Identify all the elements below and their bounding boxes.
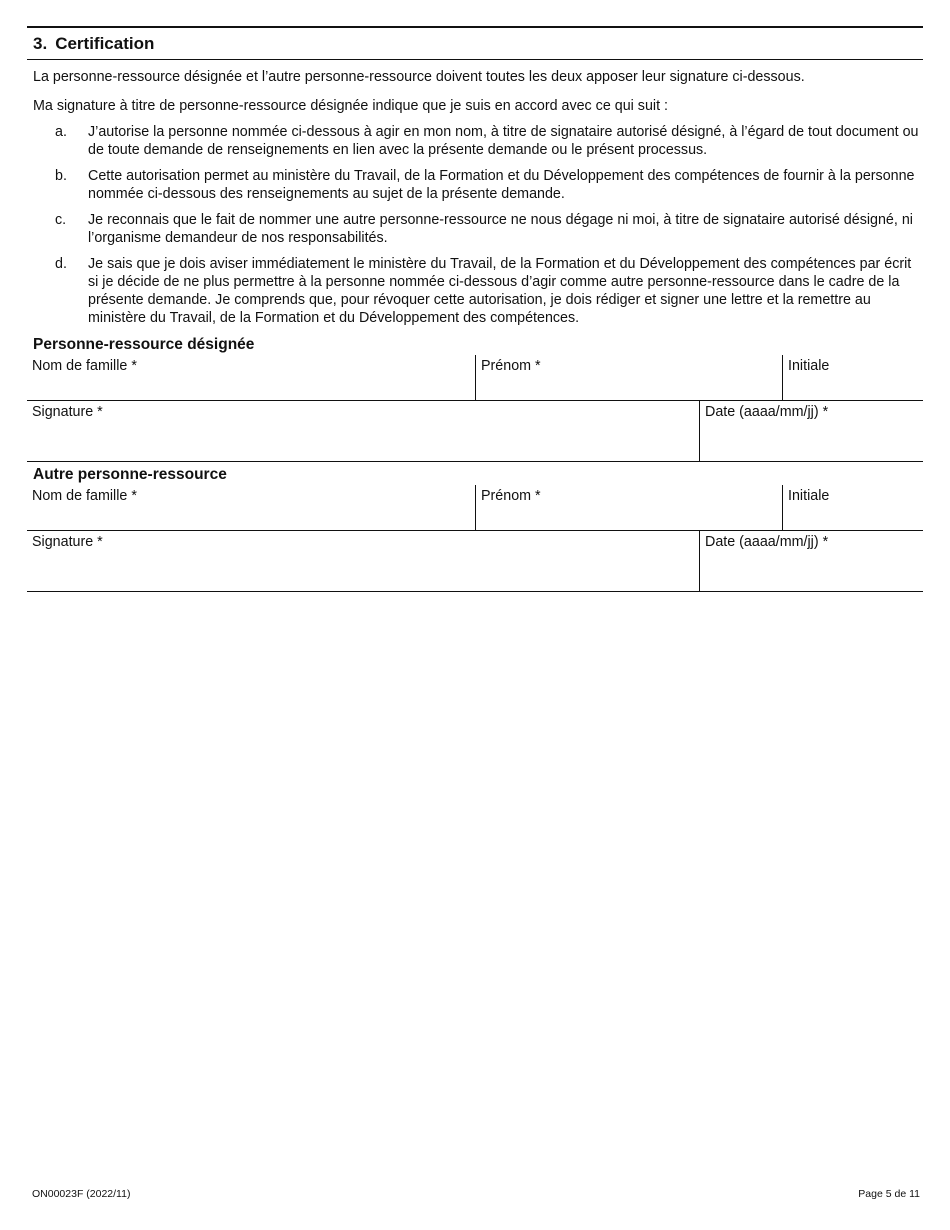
list-item-text: Je reconnais que le fait de nommer une autre personne-ressource ne nous dégage ni moi, à titre de signataire autorisé désigné, ni l’organisme demandeur de nos responsabilités. <box>88 212 913 246</box>
page-number: Page 5 de 11 <box>858 1188 920 1200</box>
designated-date-label: Date (aaaa/mm/jj) * <box>705 404 829 420</box>
list-item-text: J’autorise la personne nommée ci-dessous à agir en mon nom, à titre de signataire autorisé désigné, à l’égard de tout document ou de toute demande de renseignements en lien avec la présente demande ou le présent processus. <box>88 124 919 158</box>
list-item-letter: a. <box>55 124 67 140</box>
designated-signature-row <box>27 400 923 462</box>
alternate-date-field[interactable] <box>699 531 923 591</box>
designated-signature-field[interactable] <box>27 401 699 461</box>
alternate-last-name-label: Nom de famille * <box>32 488 137 504</box>
list-item-letter: b. <box>55 168 67 184</box>
list-item <box>27 123 923 159</box>
section-title: Certification <box>55 33 155 53</box>
alternate-signature-label: Signature * <box>32 534 103 550</box>
list-item <box>27 211 923 247</box>
designated-signature-label: Signature * <box>32 404 103 420</box>
section-header <box>27 26 923 60</box>
designated-last-name-field[interactable] <box>27 355 475 400</box>
designated-name-row <box>27 355 923 400</box>
alternate-date-label: Date (aaaa/mm/jj) * <box>705 534 829 550</box>
designated-first-name-field[interactable] <box>475 355 782 400</box>
alternate-signature-field[interactable] <box>27 531 699 591</box>
alternate-first-name-label: Prénom * <box>481 488 541 504</box>
alternate-initial-field[interactable] <box>782 485 923 530</box>
form-code: ON00023F (2022/11) <box>32 1188 131 1200</box>
designated-first-name-label: Prénom * <box>481 358 541 374</box>
list-item-text: Cette autorisation permet au ministère du Travail, de la Formation et du Développement des compétences de fournir à la personne nommée ci-dessous des renseignements au sujet de la présente demande. <box>88 168 915 202</box>
lead-text: Ma signature à titre de personne-ressource désignée indique que je suis en accord avec ce qui suit : <box>33 98 668 114</box>
alternate-contact-heading: Autre personne-ressource <box>33 466 227 483</box>
designated-initial-field[interactable] <box>782 355 923 400</box>
designated-contact-heading: Personne-ressource désignée <box>33 336 255 353</box>
designated-last-name-label: Nom de famille * <box>32 358 137 374</box>
alternate-last-name-field[interactable] <box>27 485 475 530</box>
designated-date-field[interactable] <box>699 401 923 461</box>
list-item-text: Je sais que je dois aviser immédiatement le ministère du Travail, de la Formation et du Développement des compétences par écrit si je décide de ne plus permettre à la personne nommée ci-dessous d’agir comme autre personne-ressource dans le cadre de la présente demande. Je comprends que, pour révoquer cette autorisation, je dois rédiger et signer une lettre et la remettre au ministère du Travail, de la Formation et du Développement des compétences. <box>88 256 912 326</box>
form-page <box>27 26 923 592</box>
list-item <box>27 255 923 327</box>
intro-text: La personne-ressource désignée et l’autre personne-ressource doivent toutes les deux apposer leur signature ci-dessous. <box>33 69 805 85</box>
alternate-name-row <box>27 485 923 530</box>
alternate-initial-label: Initiale <box>788 488 830 504</box>
alternate-first-name-field[interactable] <box>475 485 782 530</box>
section-number: 3. <box>33 33 48 53</box>
alternate-signature-row <box>27 530 923 592</box>
list-item <box>27 167 923 203</box>
certification-list <box>27 123 923 327</box>
list-item-letter: c. <box>55 212 67 228</box>
list-item-letter: d. <box>55 256 67 272</box>
designated-initial-label: Initiale <box>788 358 830 374</box>
